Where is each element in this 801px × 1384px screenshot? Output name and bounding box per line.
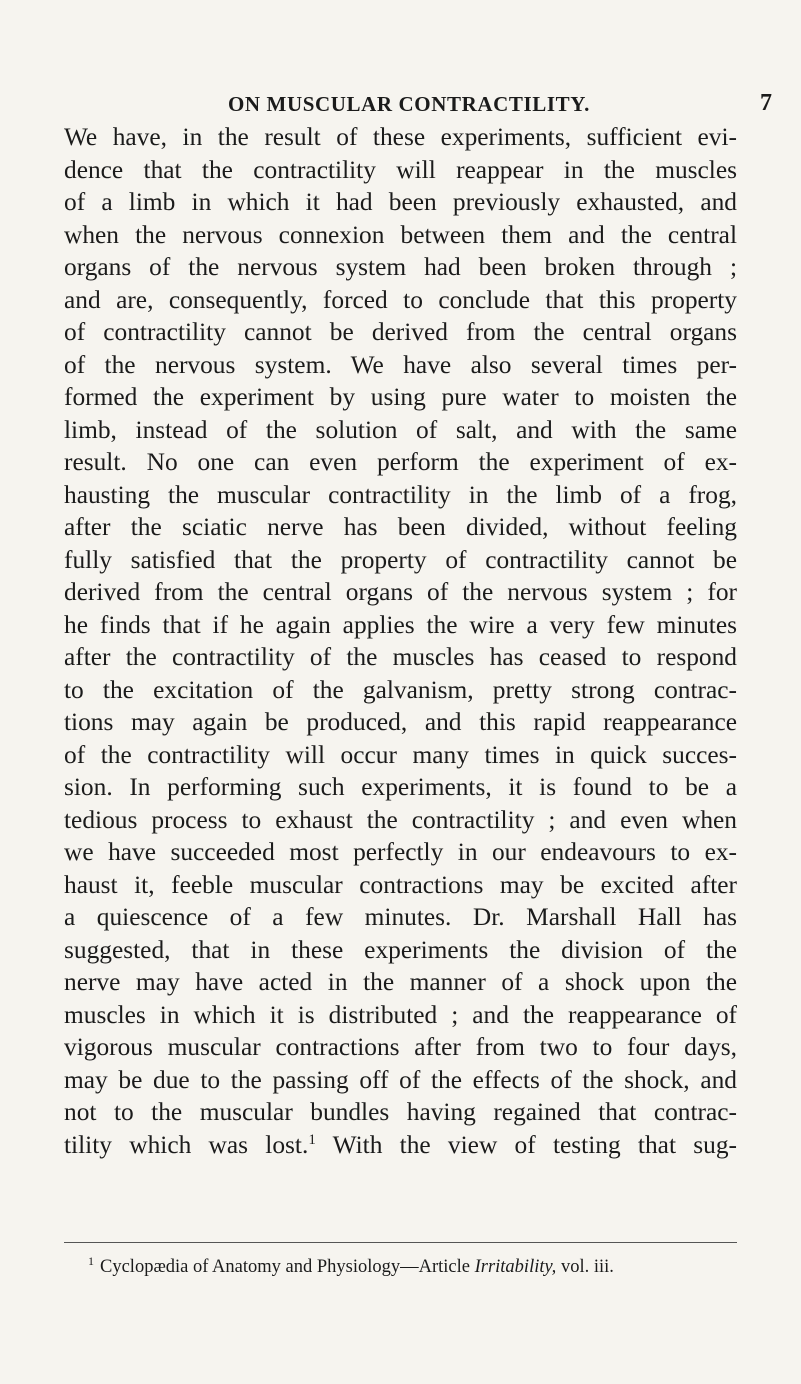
text-line: limb, instead of the solution of salt, and with the same xyxy=(64,415,737,444)
text-line: organs of the nervous system had been broken through ; xyxy=(64,253,737,281)
footnote-article-title: Irritability, xyxy=(474,1257,557,1277)
footnote xyxy=(88,1254,614,1278)
text-line: and are, consequently, forced to conclude that this property xyxy=(64,285,737,314)
footnote-marker: 1 xyxy=(88,1254,94,1268)
body-text xyxy=(64,121,737,1161)
text-line: We have, in the result of these experiments, sufficient evi- xyxy=(64,123,737,151)
text-line-with-note xyxy=(64,1129,737,1162)
text-line: tedious process to exhaust the contractility ; and even when xyxy=(64,805,737,834)
text-line: suggested, that in these experiments the division of the xyxy=(64,935,737,964)
text-line: when the nervous connexion between them and the central xyxy=(64,220,737,249)
text-segment: With the view of testing that sug- xyxy=(315,1130,737,1159)
text-line: of the nervous system. We have also several times per- xyxy=(64,350,737,379)
text-line: sion. In performing such experiments, it is found to be a xyxy=(64,773,737,801)
text-line: may be due to the passing off of the effects of the shock, and xyxy=(64,1065,737,1094)
text-line: after the contractility of the muscles has ceased to respond xyxy=(64,643,737,671)
text-line: of the contractility will occur many times in quick succes- xyxy=(64,740,737,769)
text-line: fully satisfied that the property of contractility cannot be xyxy=(64,545,737,574)
text-line: result. No one can even perform the experiment of ex- xyxy=(64,448,737,476)
footnote-divider xyxy=(64,1242,737,1243)
text-line: formed the experiment by using pure water to moisten the xyxy=(64,383,737,411)
text-line: haust it, feeble muscular contractions may be excited after xyxy=(64,870,737,899)
text-line: tions may again be produced, and this rapid reappearance xyxy=(64,708,737,736)
text-line: dence that the contractility will reappear in the muscles xyxy=(64,155,737,184)
text-line: a quiescence of a few minutes. Dr. Marshall Hall has xyxy=(64,903,737,931)
text-line: we have succeeded most perfectly in our endeavours to ex- xyxy=(64,838,737,866)
text-line: muscles in which it is distributed ; and the reappearance of xyxy=(64,1000,737,1029)
text-line: after the sciatic nerve has been divided, without feeling xyxy=(64,513,737,541)
text-line: hausting the muscular contractility in the limb of a frog, xyxy=(64,480,737,509)
footnote-reference[interactable]: 1 xyxy=(308,1131,316,1148)
footnote-text: Cyclopædia of Anatomy and Physiology—Article xyxy=(100,1257,475,1277)
footnote-volume: vol. iii. xyxy=(556,1257,614,1277)
text-segment: tility which was lost. xyxy=(64,1130,309,1159)
text-line: he finds that if he again applies the wire a very few minutes xyxy=(64,610,737,639)
page-number: 7 xyxy=(760,90,772,116)
text-line: of a limb in which it had been previously exhausted, and xyxy=(64,188,737,216)
text-line: derived from the central organs of the nervous system ; for xyxy=(64,578,737,606)
text-line: of contractility cannot be derived from the central organs xyxy=(64,318,737,346)
running-title: ON MUSCULAR CONTRACTILITY. xyxy=(228,92,590,116)
text-line: vigorous muscular contractions after from two to four days, xyxy=(64,1033,737,1061)
text-line: nerve may have acted in the manner of a shock upon the xyxy=(64,968,737,996)
text-line: to the excitation of the galvanism, pretty strong contrac- xyxy=(64,675,737,704)
text-line: not to the muscular bundles having regained that contrac- xyxy=(64,1098,737,1126)
